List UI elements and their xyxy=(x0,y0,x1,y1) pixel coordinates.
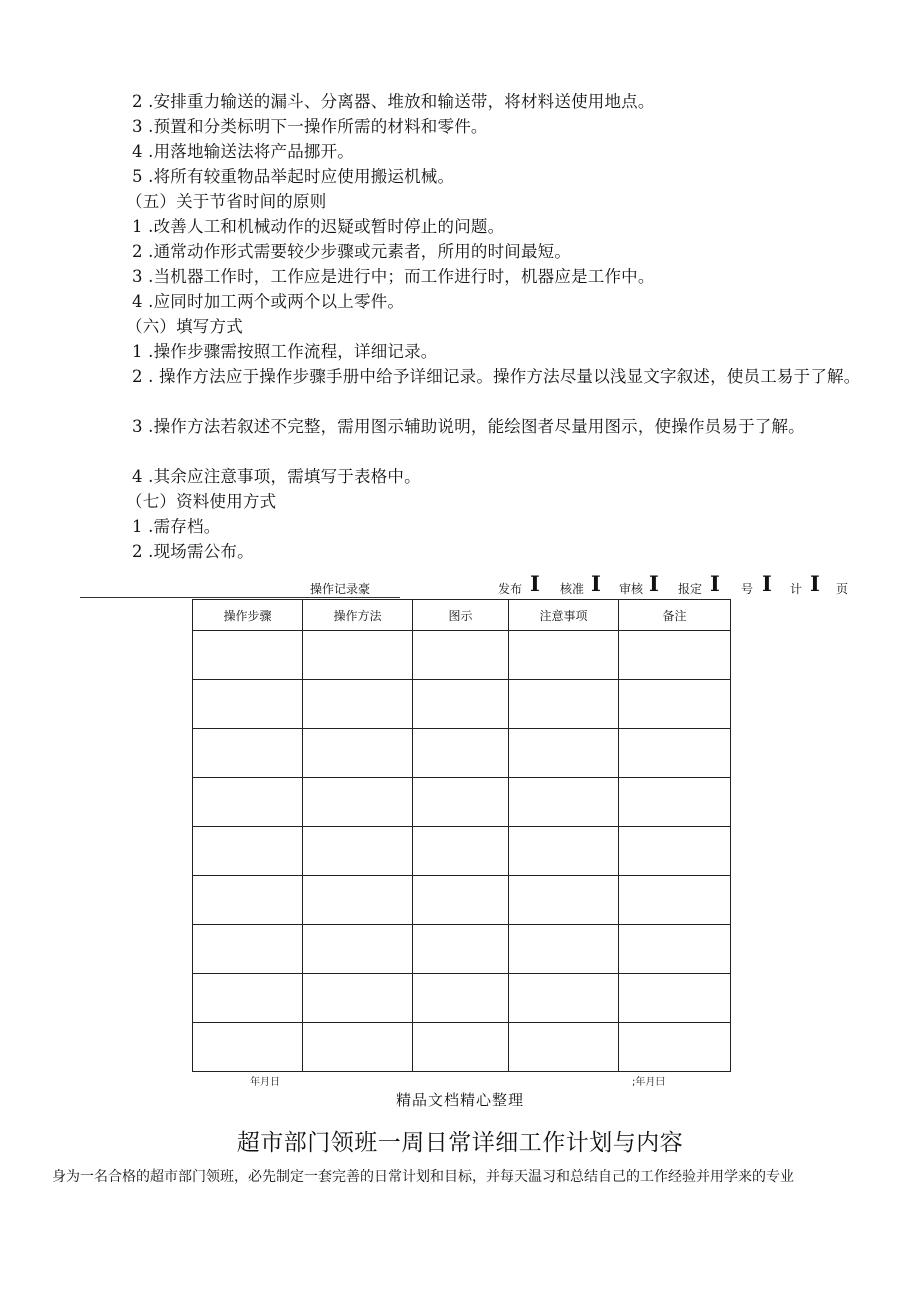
table-cell[interactable] xyxy=(413,827,509,876)
table-cell[interactable] xyxy=(619,631,731,680)
table-cell[interactable] xyxy=(303,827,413,876)
table-cell[interactable] xyxy=(303,778,413,827)
section-heading: （七）资料使用方式 xyxy=(126,492,277,511)
table-cell[interactable] xyxy=(193,925,303,974)
field-approve-label: 核准 xyxy=(560,582,585,596)
text-line: 4 .应同时加工两个或两个以上零件。 xyxy=(132,292,405,311)
table-cell[interactable] xyxy=(509,827,619,876)
table-cell[interactable] xyxy=(303,925,413,974)
table-cell[interactable] xyxy=(303,974,413,1023)
text-line: 1 .操作步骤需按照工作流程，详细记录。 xyxy=(132,342,438,361)
text-line: 2 .现场需公布。 xyxy=(132,542,254,561)
header-rule xyxy=(80,597,400,598)
article-intro: 身为一名合格的超市部门领班，必先制定一套完善的日常计划和目标，并每天温习和总结自己的工作经验并用学来的专业 xyxy=(52,1169,794,1185)
table-cell[interactable] xyxy=(193,729,303,778)
table-cell[interactable] xyxy=(303,631,413,680)
text-line: 5 .将所有较重物品举起时应使用搬运机械。 xyxy=(132,167,455,186)
table-row xyxy=(193,974,731,1023)
table-cell[interactable] xyxy=(509,778,619,827)
table-cell[interactable] xyxy=(413,1023,509,1072)
table-row xyxy=(193,827,731,876)
table-cell[interactable] xyxy=(193,876,303,925)
field-publish-label: 发布 xyxy=(498,582,523,596)
table-cell[interactable] xyxy=(619,1023,731,1072)
footer-date-right: ;年月曰 xyxy=(632,1077,666,1088)
table-cell[interactable] xyxy=(193,974,303,1023)
table-cell[interactable] xyxy=(619,974,731,1023)
field-total-label: 计 xyxy=(790,582,803,596)
table-cell[interactable] xyxy=(509,729,619,778)
table-row xyxy=(193,1023,731,1072)
text-line: 2 .通常动作形式需要较少步骤或元素者，所用的时间最短。 xyxy=(132,242,572,261)
text-cursor-icon: I xyxy=(710,571,720,596)
table-cell[interactable] xyxy=(303,729,413,778)
table-row xyxy=(193,729,731,778)
table-row xyxy=(193,876,731,925)
table-row xyxy=(193,925,731,974)
table-cell[interactable] xyxy=(413,680,509,729)
table-cell[interactable] xyxy=(193,1023,303,1072)
text-line: 4 .用落地输送法将产品挪开。 xyxy=(132,142,354,161)
column-header: 操作方法 xyxy=(303,600,413,631)
text-line: 1 .改善人工和机械动作的迟疑或暂时停止的问题。 xyxy=(132,217,505,236)
text-line: 2 .安排重力输送的漏斗、分离器、堆放和输送带，将材料送使用地点。 xyxy=(132,92,655,111)
table-cell[interactable] xyxy=(619,876,731,925)
column-header: 图示 xyxy=(413,600,509,631)
text-cursor-icon: I xyxy=(649,571,659,596)
table-cell[interactable] xyxy=(619,925,731,974)
section-heading: （五）关于节省时间的原则 xyxy=(126,192,327,211)
table-header-row xyxy=(193,600,731,631)
field-report-label: 报定 xyxy=(678,582,703,596)
table-cell[interactable] xyxy=(509,1023,619,1072)
section-heading: （六）填写方式 xyxy=(126,317,243,336)
table-cell[interactable] xyxy=(619,827,731,876)
table-cell[interactable] xyxy=(509,974,619,1023)
table-cell[interactable] xyxy=(193,778,303,827)
table-cell[interactable] xyxy=(303,680,413,729)
table-cell[interactable] xyxy=(509,631,619,680)
table-cell[interactable] xyxy=(193,680,303,729)
text-line: 1 .需存档。 xyxy=(132,517,221,536)
text-cursor-icon: I xyxy=(810,571,820,596)
operation-record-table xyxy=(192,599,731,1072)
table-cell[interactable] xyxy=(413,925,509,974)
table-cell[interactable] xyxy=(193,631,303,680)
table-cell[interactable] xyxy=(413,876,509,925)
footer-date-left: 年月日 xyxy=(250,1077,280,1088)
text-line: 2 . 操作方法应于操作步骤手册中给予详细记录。操作方法尽量以浅显文字叙述，使员工易于了解。 xyxy=(132,367,861,386)
text-line: 3 .当机器工作时，工作应是进行中；而工作进行时，机器应是工作中。 xyxy=(132,267,655,286)
text-line: 3 .操作方法若叙述不完整，需用图示辅助说明，能绘图者尽量用图示，使操作员易于了解。 xyxy=(132,417,805,436)
article-title: 超市部门领班一周日常详细工作计划与内容 xyxy=(236,1130,684,1156)
table-cell[interactable] xyxy=(303,1023,413,1072)
table-row xyxy=(193,778,731,827)
field-number-label: 号 xyxy=(741,582,754,596)
text-cursor-icon: I xyxy=(591,571,601,596)
table-cell[interactable] xyxy=(509,876,619,925)
table-cell[interactable] xyxy=(413,729,509,778)
table-cell[interactable] xyxy=(413,631,509,680)
column-header: 备注 xyxy=(619,600,731,631)
text-line: 4 .其余应注意事项，需填写于表格中。 xyxy=(132,467,421,486)
text-line: 3 .预置和分类标明下一操作所需的材料和零件。 xyxy=(132,117,488,136)
table-cell[interactable] xyxy=(193,827,303,876)
table-cell[interactable] xyxy=(619,680,731,729)
text-cursor-icon: I xyxy=(530,571,540,596)
text-cursor-icon: I xyxy=(762,571,772,596)
table-cell[interactable] xyxy=(413,778,509,827)
table-cell[interactable] xyxy=(509,680,619,729)
watermark-caption: 精品文档精心整理 xyxy=(395,1091,524,1109)
field-review-label: 审核 xyxy=(619,582,644,596)
column-header: 操作步骤 xyxy=(193,600,303,631)
table-cell[interactable] xyxy=(619,729,731,778)
table-row xyxy=(193,680,731,729)
table-cell[interactable] xyxy=(303,876,413,925)
field-page-label: 页 xyxy=(836,582,849,596)
table-cell[interactable] xyxy=(619,778,731,827)
table-row xyxy=(193,631,731,680)
column-header: 注意事项 xyxy=(509,600,619,631)
table-body xyxy=(193,631,731,1072)
form-title: 操作记录豪 xyxy=(310,582,371,596)
table-cell[interactable] xyxy=(509,925,619,974)
table-cell[interactable] xyxy=(413,974,509,1023)
